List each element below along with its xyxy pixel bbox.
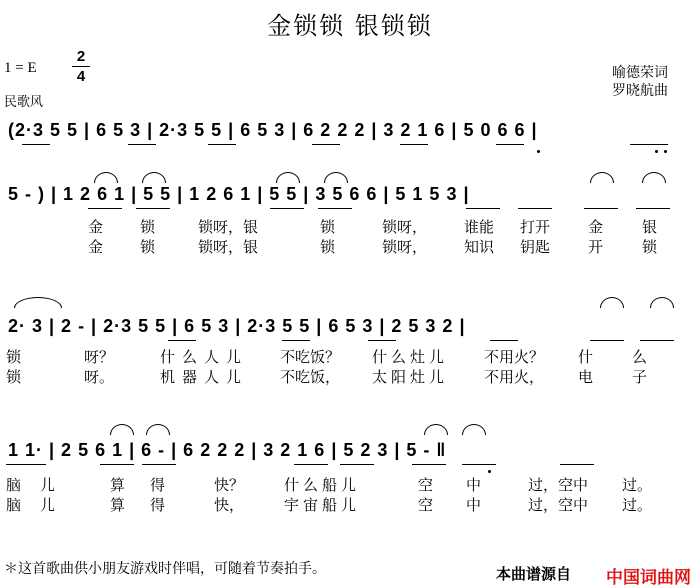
beam-line [368,340,396,341]
lyric-syllable: 电 [578,368,594,386]
beam-line [168,340,196,341]
slur-mark [146,424,170,435]
lyric-syllable: 儿 [40,496,56,514]
lyric-syllable: 不用火？ [484,348,545,366]
lyric-syllable: 锁 [6,368,22,386]
beam-line [630,144,668,145]
time-signature [70,48,92,85]
lyric-syllable: 金 [588,218,604,236]
lyric-syllable: 呀？ [84,348,115,366]
lyric-syllable: 脑 [6,476,22,494]
beam-line [462,464,496,465]
lyric-syllable: 锁 [6,348,22,366]
beam-line [282,340,310,341]
beam-line [640,340,674,341]
slur-mark [110,424,134,435]
beam-line [490,340,518,341]
lyric-syllable: 锁 [140,218,156,236]
beam-line [136,208,170,209]
lyric-syllable: 不吃饭？ [280,348,341,366]
lyric-syllable: 得 [150,476,166,494]
lyric-syllable: 锁呀， [382,238,428,256]
lyric-syllable: 机器人儿 [160,368,249,386]
beam-line [270,208,304,209]
lyric-syllable: 空 [418,496,434,514]
lyric-syllable: 锁 [140,238,156,256]
lyric-syllable: 宇宙船儿 [284,496,361,514]
beam-line [22,144,50,145]
beam-line [518,208,552,209]
lyric-syllable: 过，空中 [528,476,589,494]
lyric-syllable: 锁呀， [382,218,428,236]
lyric-syllable: 算 [110,496,126,514]
beam-line [636,208,670,209]
slur-mark [142,172,166,183]
lyric-syllable: 过。 [622,496,653,514]
beam-line [88,208,122,209]
notation-line: 5 - ) | 1 2 6 1 | 5 5 | 1 2 6 1 | 5 5 | 3 5 6 6 | 5 1 5 3 | [8,184,470,204]
low-octave-dot [488,470,491,473]
performance-note: ＊这首歌曲供小朋友游戏时伴唱，可随着节奏拍手。 [4,561,326,577]
lyric-syllable: 过。 [622,476,653,494]
slur-mark [462,424,486,435]
notation-line: 1 1· | 2 5 6 1 | 6 - | 6 2 2 2 | 3 2 1 6 | 5 2 3 | 5 - ‖ [8,440,447,460]
lyric-syllable: 得 [150,496,166,514]
beam-line [318,208,352,209]
lyric-syllable: 快， [214,496,245,514]
lyric-syllable: 知识 [464,238,495,256]
meter-top: 2 [76,48,86,65]
lyric-syllable: 中 [466,496,482,514]
source-label: 本曲谱源自 [496,565,572,583]
slur-mark [590,172,614,183]
lyric-syllable: 锁 [320,238,336,256]
lyric-syllable: 谁能 [464,218,495,236]
meter-line [72,66,90,67]
beam-line [400,144,428,145]
key-signature: 1 = E [4,60,37,76]
notation-line: (2·3 5 5 | 6 5 3 | 2·3 5 5 | 6 5 3 | 6 2 2 2 | 3 2 1 6 | 5 0 6 6 | [8,120,538,140]
site-watermark: 中国词曲网 [606,568,691,588]
lyric-syllable: 太阳灶儿 [372,368,449,386]
lyric-syllable: 中 [466,476,482,494]
lyric-syllable: 什 [578,348,594,366]
beam-line [208,144,236,145]
slur-mark [94,172,118,183]
lyric-syllable: 金 [88,218,104,236]
beam-line [142,464,176,465]
slur-mark [650,297,674,308]
lyric-syllable: 子 [632,368,648,386]
lyric-syllable: 不吃饭， [280,368,341,386]
lyric-syllable: 么 [632,348,648,366]
slur-mark [600,297,624,308]
beam-line [590,340,624,341]
lyric-syllable: 银 [642,218,658,236]
lyric-syllable: 儿 [40,476,56,494]
lyric-syllable: 快？ [214,476,245,494]
lyricist-credit: 喻德荣词 [612,65,668,81]
low-octave-dot [537,150,540,153]
beam-line [312,144,340,145]
meter-bottom: 4 [76,68,86,85]
lyric-syllable: 什么灶儿 [372,348,449,366]
lyric-syllable: 呀。 [84,368,115,386]
lyric-syllable: 开 [588,238,604,256]
beam-line [294,464,328,465]
low-octave-dot [655,150,658,153]
lyric-syllable: 什么船儿 [284,476,361,494]
lyric-syllable: 空 [418,476,434,494]
slur-mark [324,172,348,183]
slur-mark [276,172,300,183]
notation-line: 2· 3 | 2 - | 2·3 5 5 | 6 5 3 | 2·3 5 5 | 6 5 3 | 2 5 3 2 | [8,316,466,336]
beam-line [100,464,134,465]
slur-mark [424,424,448,435]
lyric-syllable: 金 [88,238,104,256]
beam-line [466,208,500,209]
beam-line [496,144,524,145]
song-title: 金锁锁 银锁锁 [267,12,433,40]
lyric-syllable: 什么人儿 [160,348,249,366]
lyric-syllable: 锁呀，银 [198,218,259,236]
beam-line [340,464,374,465]
lyric-syllable: 脑 [6,496,22,514]
lyric-syllable: 不用火， [484,368,545,386]
beam-line [6,464,46,465]
beam-line [128,144,156,145]
composer-credit: 罗晓航曲 [612,83,668,99]
slur-mark [642,172,666,183]
lyric-syllable: 过，空中 [528,496,589,514]
lyric-syllable: 锁呀，银 [198,238,259,256]
beam-line [584,208,618,209]
lyric-syllable: 锁 [320,218,336,236]
slur-mark [14,297,62,308]
lyric-syllable: 钥匙 [520,238,551,256]
low-octave-dot [664,150,667,153]
beam-line [412,464,446,465]
beam-line [560,464,594,465]
style-marking: 民歌风 [4,95,44,110]
lyric-syllable: 打开 [520,218,551,236]
lyric-syllable: 锁 [642,238,658,256]
lyric-syllable: 算 [110,476,126,494]
